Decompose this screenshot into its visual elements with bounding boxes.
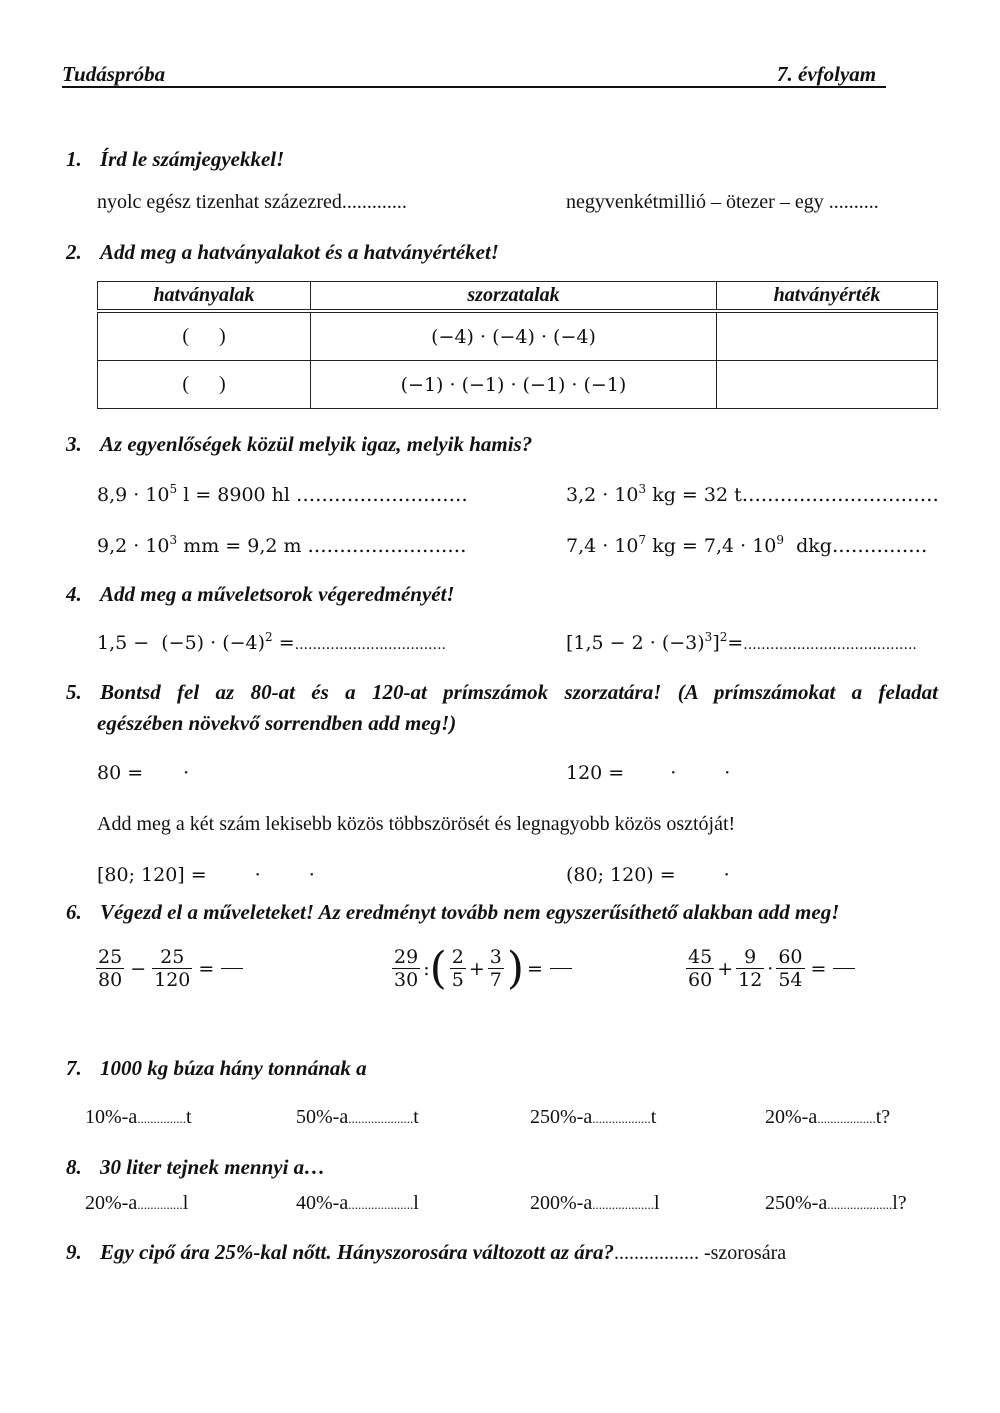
q7-item-label: 20%-a xyxy=(765,1106,818,1128)
q1-right-item xyxy=(566,191,879,214)
q6-number: 6. xyxy=(66,900,82,924)
q5-sub-question: Add meg a két szám lekisebb közös többszörösét és legnagyobb közös osztóját! xyxy=(97,813,736,835)
q5-120-label: 120 = xyxy=(566,762,625,784)
q8-item-label: 200%-a xyxy=(530,1192,593,1214)
q6-heading xyxy=(66,900,839,925)
q8-unit: l? xyxy=(892,1192,907,1214)
operator: + xyxy=(468,957,485,980)
q5-80-dot: · xyxy=(183,762,190,784)
q4-right-answer-blank[interactable]: ....................................... xyxy=(743,637,917,653)
q8-unit: l xyxy=(413,1192,419,1214)
numerator: 2 xyxy=(451,946,464,968)
q4-heading xyxy=(66,582,455,607)
q5-heading-line1 xyxy=(66,680,938,705)
q7-unit: t xyxy=(185,1106,192,1128)
q5-lcm-dot-2: · xyxy=(308,864,315,886)
q5-title-line2: egészében növekvő sorrendben add meg!) xyxy=(97,711,457,735)
q2-number: 2. xyxy=(66,240,82,264)
product-form-cell: (−4) · (−4) · (−4) xyxy=(311,311,717,361)
q4-right-expr: [1,5 − 2 · (−3) xyxy=(566,632,705,654)
q1-title: Írd le számjegyekkel! xyxy=(100,147,285,171)
product-form-cell: (−1) · (−1) · (−1) · (−1) xyxy=(311,361,717,409)
fraction xyxy=(488,946,504,991)
q3-b1-answer-blank[interactable]: ......................... xyxy=(307,533,467,557)
q6-expression-3 xyxy=(683,946,855,991)
q7-item xyxy=(85,1106,192,1129)
operator: : xyxy=(423,957,430,980)
q3-title: Az egyenlőségek közül melyik igaz, melyik hamis? xyxy=(100,432,533,456)
power-form-cell[interactable]: ( ) xyxy=(98,361,311,409)
q5-lcm-dot-1: · xyxy=(254,864,261,886)
power-value-cell[interactable] xyxy=(717,361,938,409)
q6-title: Végezd el a műveleteket! Az eredményt tovább nem egyszerűsíthető alakban add meg! xyxy=(100,900,840,924)
q7-heading xyxy=(66,1056,367,1081)
numerator: 3 xyxy=(489,946,502,968)
q3-b2-answer-blank[interactable]: ............... xyxy=(831,533,928,557)
q3-b2-rest: dkg xyxy=(784,535,832,557)
fraction xyxy=(686,946,714,991)
q7-unit: t xyxy=(650,1106,657,1128)
q8-answer-blank[interactable]: .................... xyxy=(348,1197,414,1212)
power-table xyxy=(97,281,938,409)
right-paren: ) xyxy=(506,942,525,994)
q6-expression-2 xyxy=(389,942,572,994)
q5-title-line1: Bontsd fel az 80-at és a 120-at prímszámok szorzatára! (A prímszámokat a feladat xyxy=(100,680,938,704)
q9-number: 9. xyxy=(66,1240,82,1264)
q3-a1-base: 8,9 · 10 xyxy=(97,484,170,506)
q5-120-dot-2: · xyxy=(724,762,731,784)
denominator: 12 xyxy=(738,969,763,991)
q3-b2-exponent-2: 9 xyxy=(776,533,785,547)
q3-a2-exponent: 3 xyxy=(638,482,647,496)
operator: − xyxy=(130,957,147,980)
numerator: 9 xyxy=(744,946,757,968)
equals-sign: = xyxy=(527,957,543,980)
q8-answer-blank[interactable]: .................... xyxy=(827,1197,893,1212)
q8-item-label: 20%-a xyxy=(85,1192,138,1214)
power-form-cell[interactable]: ( ) xyxy=(98,311,311,361)
q3-b2-base: 7,4 · 10 xyxy=(566,535,639,557)
power-table-header-row xyxy=(98,282,938,312)
column-header-power-form: hatványalak xyxy=(98,282,311,312)
operator: + xyxy=(717,957,734,980)
denominator: 30 xyxy=(394,969,419,991)
numerator: 45 xyxy=(688,946,713,968)
q5-factor-120 xyxy=(566,762,730,784)
q3-equation-a1 xyxy=(97,482,468,506)
q5-80-label: 80 = xyxy=(97,762,144,784)
q5-number: 5. xyxy=(66,680,82,704)
q9-answer-blank[interactable]: ................. xyxy=(613,1242,699,1264)
numerator: 25 xyxy=(98,946,123,968)
q8-item xyxy=(530,1192,660,1215)
q7-unit: t? xyxy=(875,1106,891,1128)
q3-a1-exponent: 5 xyxy=(169,482,178,496)
table-row xyxy=(98,311,938,361)
q4-title: Add meg a műveletsorok végeredményét! xyxy=(100,582,455,606)
q3-b1-base: 9,2 · 10 xyxy=(97,535,170,557)
q4-left-answer-blank[interactable]: .................................. xyxy=(294,637,446,653)
header-right-grade: 7. évfolyam xyxy=(777,62,877,86)
operator: · xyxy=(767,957,774,980)
fraction xyxy=(450,946,466,991)
q9-suffix: -szorosára xyxy=(698,1242,787,1264)
q3-a2-answer-blank[interactable]: ............................... xyxy=(741,482,939,506)
fraction xyxy=(776,946,804,991)
q8-item-label: 250%-a xyxy=(765,1192,828,1214)
denominator: 80 xyxy=(98,969,123,991)
q3-equation-b1 xyxy=(97,533,466,557)
numerator: 60 xyxy=(778,946,803,968)
q8-unit: l xyxy=(653,1192,660,1214)
denominator: 54 xyxy=(778,969,803,991)
q7-unit: t xyxy=(413,1106,419,1128)
q3-a1-answer-blank[interactable]: ........................... xyxy=(296,482,468,506)
q5-gcd xyxy=(566,864,730,886)
q7-item-label: 50%-a xyxy=(296,1106,349,1128)
q8-title: 30 liter tejnek mennyi a… xyxy=(100,1155,326,1179)
numerator: 25 xyxy=(160,946,185,968)
denominator: 60 xyxy=(688,969,713,991)
q1-left-item xyxy=(97,191,407,214)
q8-answer-blank[interactable]: ................... xyxy=(592,1197,654,1212)
q7-answer-blank[interactable]: .................. xyxy=(817,1111,876,1126)
q8-number: 8. xyxy=(66,1155,82,1179)
q5-gcd-dot: · xyxy=(723,864,730,886)
q2-heading xyxy=(66,240,499,265)
q3-a1-rest: l = 8900 hl xyxy=(177,484,297,506)
answer-fraction-blank[interactable] xyxy=(221,968,243,969)
q4-right-bracket: ] xyxy=(712,632,720,654)
q7-title: 1000 kg búza hány tonnának a xyxy=(100,1056,367,1080)
q5-factor-80 xyxy=(97,762,189,784)
table-row xyxy=(98,361,938,409)
denominator: 120 xyxy=(154,969,191,991)
fraction xyxy=(152,946,192,991)
q7-answer-blank[interactable]: .................... xyxy=(348,1111,414,1126)
q8-unit: l xyxy=(182,1192,189,1214)
answer-fraction-blank[interactable] xyxy=(550,968,572,969)
q2-title: Add meg a hatványalakot és a hatványértéket! xyxy=(100,240,499,264)
q5-120-dot-1: · xyxy=(670,762,677,784)
left-paren: ( xyxy=(429,942,447,994)
q5-lcm-label: [80; 120] = xyxy=(97,864,207,886)
q1-heading xyxy=(66,147,284,172)
q1-right-answer-blank[interactable]: .......... xyxy=(828,191,879,213)
q7-item xyxy=(765,1106,890,1129)
q1-number: 1. xyxy=(66,147,82,171)
q3-b2-exponent: 7 xyxy=(638,533,647,547)
q5-lcm xyxy=(97,864,315,886)
q8-item xyxy=(296,1192,419,1215)
q4-right-equals: = xyxy=(727,632,744,654)
equals-sign: = xyxy=(810,957,827,980)
q8-item xyxy=(85,1192,188,1215)
q4-left-expr: 1,5 − (−5) · (−4) xyxy=(97,632,266,654)
q4-expression-right xyxy=(566,632,917,654)
q8-answer-blank[interactable]: .............. xyxy=(137,1197,183,1212)
q4-left-exponent: 2 xyxy=(265,630,273,644)
header-left-title: Tudáspróba xyxy=(62,62,166,86)
column-header-product-form: szorzatalak xyxy=(311,282,717,312)
q1-right-text: negyvenkétmillió – ötezer – egy xyxy=(566,191,824,213)
q7-answer-blank[interactable]: ............... xyxy=(137,1111,186,1126)
q7-answer-blank[interactable]: .................. xyxy=(592,1111,651,1126)
q1-left-answer-blank[interactable]: ............. xyxy=(341,191,407,213)
q7-item xyxy=(530,1106,656,1129)
numerator: 29 xyxy=(394,946,419,968)
q1-left-text: nyolc egész tizenhat százezred xyxy=(97,191,342,213)
fraction xyxy=(736,946,764,991)
fraction xyxy=(96,946,124,991)
q3-equation-a2 xyxy=(566,482,939,506)
q4-expression-left xyxy=(97,632,446,654)
equals-sign: = xyxy=(198,957,215,980)
q7-number: 7. xyxy=(66,1056,82,1080)
denominator: 7 xyxy=(489,969,502,991)
q3-b1-rest: mm = 9,2 m xyxy=(177,535,308,557)
q7-item xyxy=(296,1106,419,1129)
power-value-cell[interactable] xyxy=(717,311,938,361)
q8-item-label: 40%-a xyxy=(296,1192,349,1214)
q3-equation-b2 xyxy=(566,533,927,557)
q4-number: 4. xyxy=(66,582,82,606)
q4-left-equals: = xyxy=(272,632,295,654)
q8-heading xyxy=(66,1155,325,1180)
q4-right-exponent: 3 xyxy=(704,630,713,644)
q6-expression-1 xyxy=(93,946,243,991)
q4-right-exponent-2: 2 xyxy=(719,630,728,644)
denominator: 5 xyxy=(451,969,464,991)
q3-a2-rest: kg = 32 t xyxy=(646,484,742,506)
answer-fraction-blank[interactable] xyxy=(833,968,855,969)
q7-item-label: 250%-a xyxy=(530,1106,593,1128)
q3-b1-exponent: 3 xyxy=(169,533,178,547)
q5-gcd-label: (80; 120) = xyxy=(566,864,676,886)
q3-b2-middle: kg = 7,4 · 10 xyxy=(646,535,777,557)
header-underline xyxy=(62,86,886,88)
q3-heading xyxy=(66,432,532,457)
q3-number: 3. xyxy=(66,432,82,456)
fraction xyxy=(392,946,420,991)
q9-title: Egy cipő ára 25%-kal nőtt. Hányszorosára változott az ára? xyxy=(100,1240,614,1264)
column-header-power-value: hatványérték xyxy=(717,282,938,312)
q3-a2-base: 3,2 · 10 xyxy=(566,484,639,506)
q8-item xyxy=(765,1192,907,1215)
q9-row xyxy=(66,1240,786,1265)
q7-item-label: 10%-a xyxy=(85,1106,138,1128)
